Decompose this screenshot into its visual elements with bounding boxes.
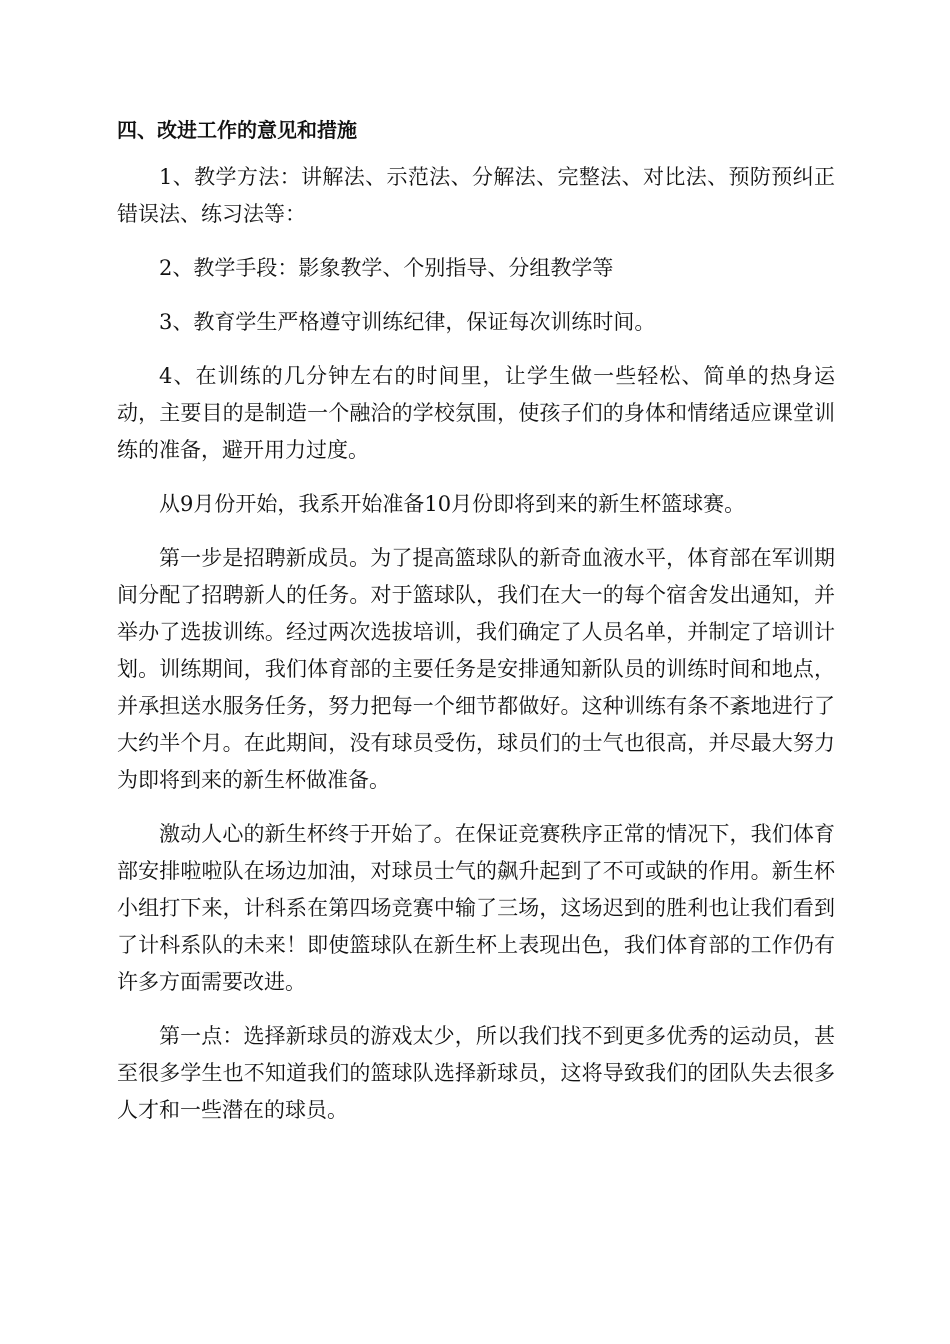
section-heading: 四、改进工作的意见和措施 [117, 118, 357, 142]
paragraph-recruitment: 第一步是招聘新成员。为了提高篮球队的新奇血液水平，体育部在军训期间分配了招聘新人的任务。对于篮球队，我们在大一的每个宿舍发出通知，并举办了选拔训练。经过两次选拔培训，我们确定了人员名单，并制定了培训计划。训练期间，我们体育部的主要任务是安排通知新队员的训练时间和地点，并承担送水服务任务，努力把每一个细节都做好。这种训练有条不紊地进行了大约半个月。在此期间，没有球员受伤，球员们的士气也很高，并尽最大努力为即将到来的新生杯做准备。 [117, 546, 835, 792]
paragraph-freshman-cup: 激动人心的新生杯终于开始了。在保证竞赛秩序正常的情况下，我们体育部安排啦啦队在场边加油，对球员士气的飙升起到了不可或缺的作用。新生杯小组打下来，计科系在第四场竞赛中输了三场，这场迟到的胜利也让我们看到了计科系队的未来！即使篮球队在新生杯上表现出色，我们体育部的工作仍有许多方面需要改进。 [117, 822, 835, 994]
paragraph-preparation: 从9月份开始，我系开始准备10月份即将到来的新生杯篮球赛。 [159, 492, 746, 516]
paragraph-warmup: 4、在训练的几分钟左右的时间里，让学生做一些轻松、简单的热身运动，主要目的是制造一个融洽的学校氛围，使孩子们的身体和情绪适应课堂训练的准备，避开用力过度。 [117, 364, 835, 462]
paragraph-teaching-means: 2、教学手段：影象教学、个别指导、分组教学等 [159, 256, 614, 280]
paragraph-point-one: 第一点：选择新球员的游戏太少，所以我们找不到更多优秀的运动员，甚至很多学生也不知道我们的篮球队选择新球员，这将导致我们的团队失去很多人才和一些潜在的球员。 [117, 1024, 835, 1122]
document-body [117, 112, 835, 1146]
paragraph-teaching-methods: 1、教学方法：讲解法、示范法、分解法、完整法、对比法、预防预纠正错误法、练习法等： [117, 165, 835, 226]
paragraph-discipline: 3、教育学生严格遵守训练纪律，保证每次训练时间。 [159, 310, 656, 334]
